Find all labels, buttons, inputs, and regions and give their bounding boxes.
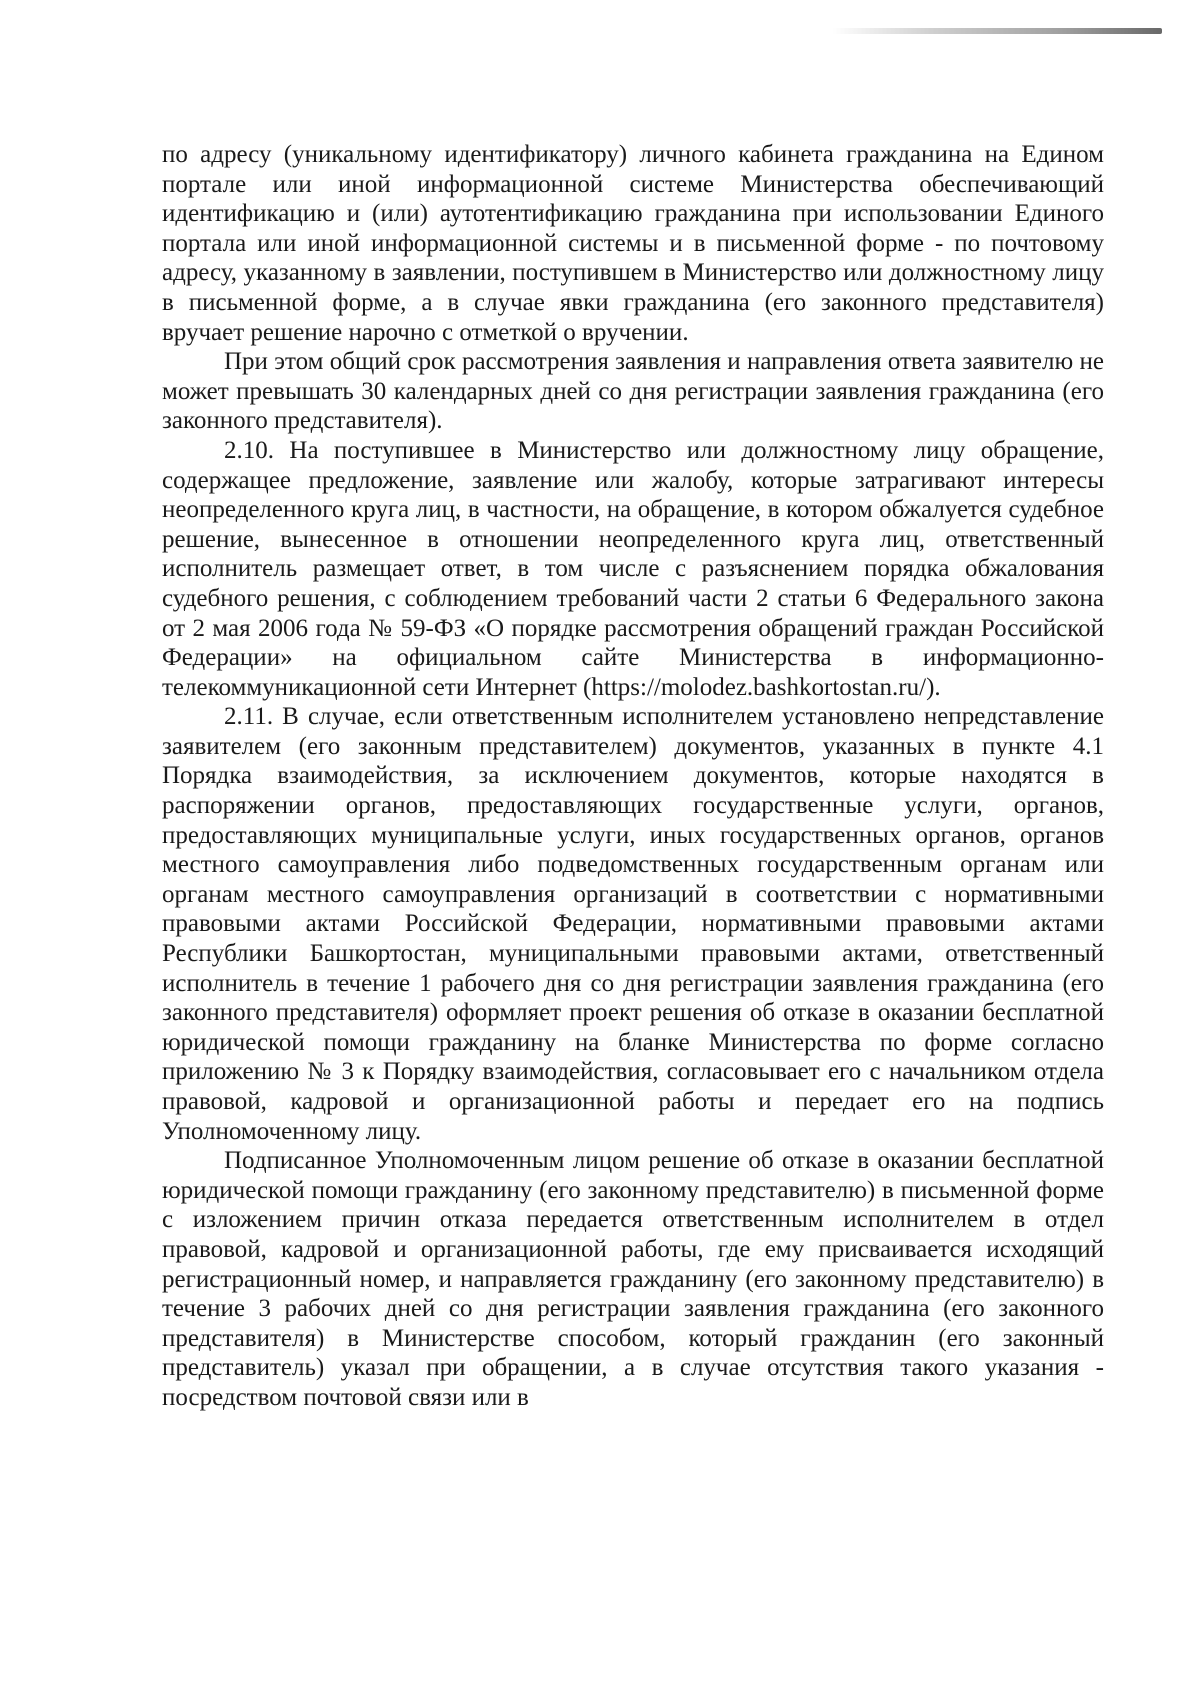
paragraph-refusal: Подписанное Уполномоченным лицом решение об отказе в оказании бесплатной юридической помощи гражданину (его законному представителю) в письменной форме с изложением причин отказа передается ответственным исполнителем в отдел правовой, кадровой и организационной работы, где ему присваивается исходящий регистрационный номер, и направляется гражданину (его законному представителю) в течение 3 рабочих дней со дня регистрации заявления гражданина (его законного представителя) в Министерстве способом, который гражданин (его законный представитель) указал при обращении, а в случае отсутствия такого указания - посредством почтовой связи или в — [162, 1147, 1104, 1411]
paragraph-continuation: по адресу (уникальному идентификатору) личного кабинета гражданина на Едином портале или иной информационной системе Министерства обеспечивающий идентификацию и (или) аутотентификацию гражданина при использовании Единого портала или иной информационной системы и в письменной форме - по почтовому адресу, указанному в заявлении, поступившем в Министерство или должностному лицу в письменной форме, а в случае явки гражданина (его законного представителя) вручает решение нарочно с отметкой о вручении. — [162, 141, 1104, 346]
paragraph-deadline: При этом общий срок рассмотрения заявления и направления ответа заявителю не может превышать 30 календарных дней со дня регистрации заявления гражданина (его законного представителя). — [162, 348, 1104, 435]
scan-artifact — [832, 28, 1162, 34]
paragraph-2-11: 2.11. В случае, если ответственным исполнителем установлено непредставление заявителем (его законным представителем) документов, указанных в пункте 4.1 Порядка взаимодействия, за исключением документов, которые находятся в распоряжении органов, предоставляющих государственные услуги, органов, предоставляющих муниципальные услуги, иных государственных органов, органов местного самоуправления либо подведомственных государственным органам или органам местного самоуправления организаций в соответствии с нормативными правовыми актами Российской Федерации, нормативными правовыми актами Республики Башкортостан, муниципальными правовыми актами, ответственный исполнитель в течение 1 рабочего дня со дня регистрации заявления гражданина (его законного представителя) оформляет проект решения об отказе в оказании бесплатной юридической помощи гражданину на бланке Министерства по форме согласно приложению № 3 к Порядку взаимодействия, согласовывает его с начальником отдела правовой, кадровой и организационной работы и передает его на подпись Уполномоченному лицу. — [162, 703, 1104, 1145]
document-body — [162, 140, 1104, 1413]
paragraph-2-10: 2.10. На поступившее в Министерство или должностному лицу обращение, содержащее предложение, заявление или жалобу, которые затрагивают интересы неопределенного круга лиц, в частности, на обращение, в котором обжалуется судебное решение, вынесенное в отношении неопределенного круга лиц, ответственный исполнитель размещает ответ, в том числе с разъяснением порядка обжалования судебного решения, с соблюдением требований части 2 статьи 6 Федерального закона от 2 мая 2006 года № 59-ФЗ «О порядке рассмотрения обращений граждан Российской Федерации» на официальном сайте Министерства в информационно-телекоммуникационной сети Интернет (https://molodez.bashkortostan.ru/). — [162, 436, 1104, 701]
